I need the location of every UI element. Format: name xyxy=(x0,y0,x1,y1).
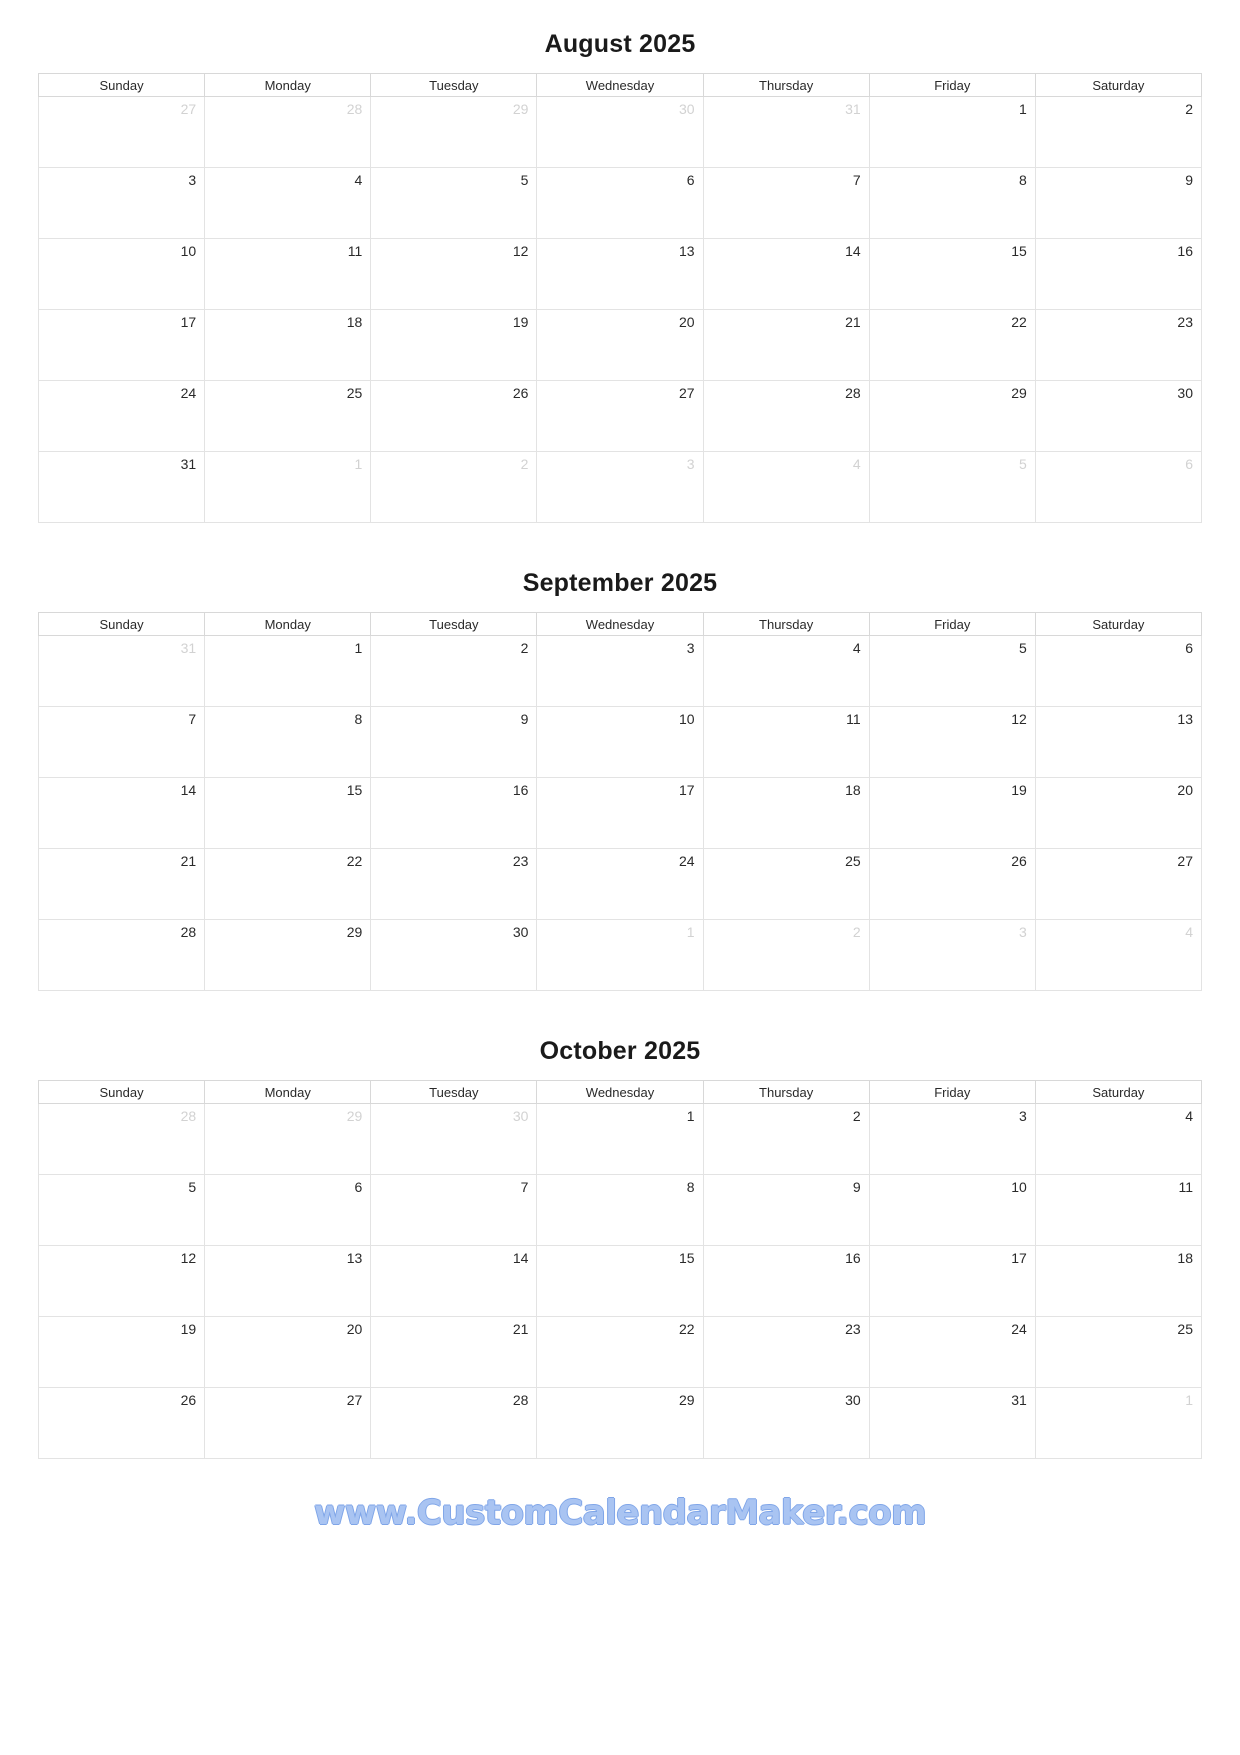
day-cell-adjacent-month[interactable]: 6 xyxy=(1035,452,1201,523)
day-cell[interactable]: 13 xyxy=(1035,707,1201,778)
day-cell-adjacent-month[interactable]: 28 xyxy=(39,1104,205,1175)
weekday-header: Sunday xyxy=(39,1081,205,1104)
day-cell[interactable]: 20 xyxy=(537,310,703,381)
month-title: October 2025 xyxy=(539,1037,701,1065)
day-cell-adjacent-month[interactable]: 3 xyxy=(537,452,703,523)
day-cell[interactable]: 4 xyxy=(205,168,371,239)
weekday-header: Tuesday xyxy=(371,74,537,97)
day-cell[interactable]: 1 xyxy=(869,97,1035,168)
weekday-header: Wednesday xyxy=(537,1081,703,1104)
day-cell[interactable]: 7 xyxy=(39,707,205,778)
day-cell[interactable]: 14 xyxy=(371,1246,537,1317)
day-cell[interactable]: 20 xyxy=(205,1317,371,1388)
day-cell-adjacent-month[interactable]: 31 xyxy=(39,636,205,707)
day-cell[interactable]: 12 xyxy=(869,707,1035,778)
day-cell[interactable]: 6 xyxy=(1035,636,1201,707)
week-row xyxy=(39,239,1202,310)
day-cell[interactable]: 11 xyxy=(205,239,371,310)
day-cell[interactable]: 26 xyxy=(371,381,537,452)
day-cell-adjacent-month[interactable]: 2 xyxy=(703,920,869,991)
day-cell-adjacent-month[interactable]: 27 xyxy=(39,97,205,168)
day-cell[interactable]: 22 xyxy=(537,1317,703,1388)
day-cell[interactable]: 4 xyxy=(703,636,869,707)
day-cell[interactable]: 20 xyxy=(1035,778,1201,849)
day-cell[interactable]: 22 xyxy=(869,310,1035,381)
day-cell-adjacent-month[interactable]: 2 xyxy=(371,452,537,523)
day-cell[interactable]: 5 xyxy=(869,636,1035,707)
weekday-header: Sunday xyxy=(39,613,205,636)
day-cell[interactable]: 25 xyxy=(703,849,869,920)
day-cell[interactable]: 5 xyxy=(371,168,537,239)
day-cell-adjacent-month[interactable]: 29 xyxy=(205,1104,371,1175)
day-cell[interactable]: 18 xyxy=(205,310,371,381)
day-cell-adjacent-month[interactable]: 30 xyxy=(371,1104,537,1175)
day-cell[interactable]: 3 xyxy=(869,1104,1035,1175)
day-cell[interactable]: 11 xyxy=(703,707,869,778)
day-cell[interactable]: 26 xyxy=(39,1388,205,1459)
day-cell[interactable]: 27 xyxy=(205,1388,371,1459)
day-cell-adjacent-month[interactable]: 4 xyxy=(703,452,869,523)
day-cell-adjacent-month[interactable]: 1 xyxy=(1035,1388,1201,1459)
day-cell[interactable]: 17 xyxy=(869,1246,1035,1317)
weekday-header: Tuesday xyxy=(371,1081,537,1104)
day-cell[interactable]: 5 xyxy=(39,1175,205,1246)
week-row xyxy=(39,1246,1202,1317)
day-cell[interactable]: 9 xyxy=(703,1175,869,1246)
day-cell[interactable]: 15 xyxy=(869,239,1035,310)
weekday-header: Saturday xyxy=(1035,1081,1201,1104)
day-cell[interactable]: 29 xyxy=(869,381,1035,452)
weekday-header: Wednesday xyxy=(537,613,703,636)
weekday-header: Friday xyxy=(869,1081,1035,1104)
day-cell[interactable]: 21 xyxy=(371,1317,537,1388)
month-grid xyxy=(38,73,1202,523)
month-block xyxy=(38,1037,1202,1459)
day-cell[interactable]: 12 xyxy=(371,239,537,310)
week-row xyxy=(39,310,1202,381)
day-cell[interactable]: 25 xyxy=(1035,1317,1201,1388)
day-cell[interactable]: 17 xyxy=(39,310,205,381)
day-cell[interactable]: 13 xyxy=(205,1246,371,1317)
day-cell[interactable]: 14 xyxy=(39,778,205,849)
week-row xyxy=(39,1388,1202,1459)
week-row xyxy=(39,920,1202,991)
week-row xyxy=(39,381,1202,452)
weekday-header-row xyxy=(39,613,1202,636)
day-cell[interactable]: 10 xyxy=(537,707,703,778)
day-cell-adjacent-month[interactable]: 28 xyxy=(205,97,371,168)
day-cell[interactable]: 18 xyxy=(703,778,869,849)
day-cell-adjacent-month[interactable]: 29 xyxy=(371,97,537,168)
day-cell[interactable]: 18 xyxy=(1035,1246,1201,1317)
day-cell[interactable]: 10 xyxy=(39,239,205,310)
day-cell[interactable]: 2 xyxy=(703,1104,869,1175)
day-cell[interactable]: 16 xyxy=(1035,239,1201,310)
weekday-header: Thursday xyxy=(703,74,869,97)
day-cell[interactable]: 23 xyxy=(1035,310,1201,381)
day-cell[interactable]: 19 xyxy=(869,778,1035,849)
day-cell[interactable]: 3 xyxy=(39,168,205,239)
day-cell[interactable]: 27 xyxy=(1035,849,1201,920)
day-cell[interactable]: 24 xyxy=(39,381,205,452)
day-cell-adjacent-month[interactable]: 4 xyxy=(1035,920,1201,991)
weekday-header-row xyxy=(39,1081,1202,1104)
weekday-header-row xyxy=(39,74,1202,97)
month-title: August 2025 xyxy=(544,30,696,58)
day-cell[interactable]: 23 xyxy=(703,1317,869,1388)
day-cell[interactable]: 27 xyxy=(537,381,703,452)
day-cell[interactable]: 28 xyxy=(371,1388,537,1459)
day-cell[interactable]: 1 xyxy=(537,1104,703,1175)
day-cell-adjacent-month[interactable]: 31 xyxy=(703,97,869,168)
day-cell[interactable]: 8 xyxy=(537,1175,703,1246)
day-cell[interactable]: 3 xyxy=(537,636,703,707)
day-cell[interactable]: 10 xyxy=(869,1175,1035,1246)
day-cell[interactable]: 9 xyxy=(1035,168,1201,239)
week-row xyxy=(39,97,1202,168)
weekday-header: Thursday xyxy=(703,613,869,636)
week-row xyxy=(39,1175,1202,1246)
day-cell[interactable]: 31 xyxy=(39,452,205,523)
day-cell[interactable]: 24 xyxy=(869,1317,1035,1388)
week-row xyxy=(39,1317,1202,1388)
day-cell[interactable]: 8 xyxy=(869,168,1035,239)
weekday-header: Monday xyxy=(205,613,371,636)
day-cell-adjacent-month[interactable]: 1 xyxy=(205,452,371,523)
day-cell[interactable]: 4 xyxy=(1035,1104,1201,1175)
month-grid xyxy=(38,612,1202,991)
day-cell[interactable]: 28 xyxy=(703,381,869,452)
weekday-header: Tuesday xyxy=(371,613,537,636)
week-row xyxy=(39,778,1202,849)
day-cell[interactable]: 2 xyxy=(371,636,537,707)
weekday-header: Friday xyxy=(869,613,1035,636)
day-cell[interactable]: 19 xyxy=(371,310,537,381)
day-cell[interactable]: 16 xyxy=(703,1246,869,1317)
weekday-header: Friday xyxy=(869,74,1035,97)
day-cell[interactable]: 26 xyxy=(869,849,1035,920)
day-cell[interactable]: 9 xyxy=(371,707,537,778)
day-cell[interactable]: 6 xyxy=(205,1175,371,1246)
weekday-header: Sunday xyxy=(39,74,205,97)
week-row xyxy=(39,636,1202,707)
day-cell[interactable]: 16 xyxy=(371,778,537,849)
month-title: September 2025 xyxy=(522,569,718,597)
day-cell[interactable]: 30 xyxy=(1035,381,1201,452)
day-cell[interactable]: 8 xyxy=(205,707,371,778)
day-cell[interactable]: 23 xyxy=(371,849,537,920)
day-cell[interactable]: 30 xyxy=(703,1388,869,1459)
day-cell[interactable]: 11 xyxy=(1035,1175,1201,1246)
week-row xyxy=(39,452,1202,523)
month-block xyxy=(38,30,1202,523)
week-row xyxy=(39,168,1202,239)
weekday-header: Saturday xyxy=(1035,74,1201,97)
day-cell[interactable]: 12 xyxy=(39,1246,205,1317)
month-block xyxy=(38,569,1202,991)
day-cell[interactable]: 2 xyxy=(1035,97,1201,168)
day-cell[interactable]: 22 xyxy=(205,849,371,920)
day-cell[interactable]: 7 xyxy=(371,1175,537,1246)
weekday-header: Monday xyxy=(205,74,371,97)
weekday-header: Monday xyxy=(205,1081,371,1104)
day-cell[interactable]: 19 xyxy=(39,1317,205,1388)
week-row xyxy=(39,849,1202,920)
day-cell[interactable]: 29 xyxy=(205,920,371,991)
week-row xyxy=(39,1104,1202,1175)
day-cell[interactable]: 14 xyxy=(703,239,869,310)
day-cell[interactable]: 21 xyxy=(39,849,205,920)
day-cell[interactable]: 6 xyxy=(537,168,703,239)
day-cell[interactable]: 28 xyxy=(39,920,205,991)
day-cell[interactable]: 29 xyxy=(537,1388,703,1459)
weekday-header: Thursday xyxy=(703,1081,869,1104)
week-row xyxy=(39,707,1202,778)
day-cell[interactable]: 30 xyxy=(371,920,537,991)
footer xyxy=(38,1493,1202,1533)
month-grid xyxy=(38,1080,1202,1459)
website-watermark: www.CustomCalendarMaker.com xyxy=(313,1493,927,1533)
day-cell[interactable]: 25 xyxy=(205,381,371,452)
day-cell[interactable]: 21 xyxy=(703,310,869,381)
weekday-header: Saturday xyxy=(1035,613,1201,636)
day-cell[interactable]: 15 xyxy=(537,1246,703,1317)
day-cell-adjacent-month[interactable]: 1 xyxy=(537,920,703,991)
day-cell[interactable]: 31 xyxy=(869,1388,1035,1459)
day-cell-adjacent-month[interactable]: 5 xyxy=(869,452,1035,523)
months-container xyxy=(38,30,1202,1459)
day-cell[interactable]: 13 xyxy=(537,239,703,310)
day-cell[interactable]: 15 xyxy=(205,778,371,849)
day-cell[interactable]: 1 xyxy=(205,636,371,707)
day-cell[interactable]: 24 xyxy=(537,849,703,920)
day-cell-adjacent-month[interactable]: 30 xyxy=(537,97,703,168)
day-cell-adjacent-month[interactable]: 3 xyxy=(869,920,1035,991)
weekday-header: Wednesday xyxy=(537,74,703,97)
day-cell[interactable]: 7 xyxy=(703,168,869,239)
day-cell[interactable]: 17 xyxy=(537,778,703,849)
